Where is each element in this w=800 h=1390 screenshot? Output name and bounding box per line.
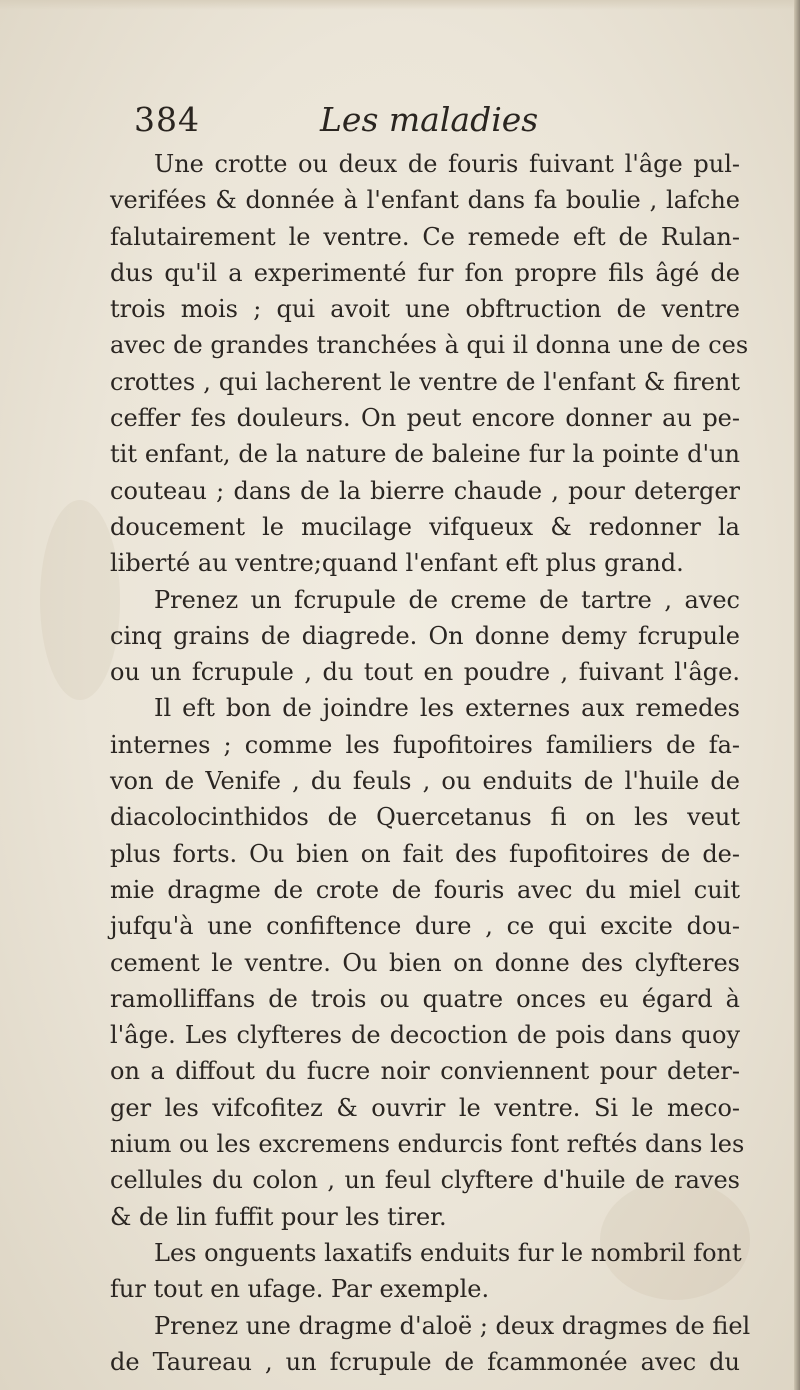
text-line: ramolliffans de trois ou quatre onces eu égard à [110,984,740,1013]
text-line: couteau ; dans de la bierre chaude , pour deterger [110,476,740,505]
text-line: & de lin fuffit pour les tirer. [110,1202,447,1231]
text-line: diacolocinthidos de Quercetanus fi on les veut [110,803,740,832]
text-line: dus qu'il a experimenté fur fon propre fils âgé de [110,258,740,287]
text-line: Les onguents laxatifs enduits fur le nombril font [154,1238,742,1267]
text-line: Prenez un fcrupule de creme de tartre , avec [154,585,740,614]
text-line: von de Venife , du feuls , ou enduits de l'huile de [110,767,740,796]
text-line: de Taureau , un fcrupule de fcammonée avec du [110,1347,740,1376]
text-line: nium ou les excremens endurcis font reftés dans les [110,1130,745,1159]
text-line: Il eft bon de joindre les externes aux remedes [154,694,740,723]
page-top-edge [0,0,800,10]
text-line: crottes , qui lacherent le ventre de l'enfant & firent [110,367,740,396]
text-line: Une crotte ou deux de fouris fuivant l'âge pul- [154,150,740,178]
text-line: avec de grandes tranchées à qui il donna une de ces [110,331,749,360]
text-line: doucement le mucilage vifqueux & redonner la [110,512,740,541]
text-line: liberté au ventre;quand l'enfant eft plus grand. [110,549,684,578]
text-line: trois mois ; qui avoit une obftruction de ventre [110,295,740,324]
text-line: mie dragme de crote de fouris avec du miel cuit [110,875,740,904]
text-line: l'âge. Les clyfteres de decoction de pois dans quoy [110,1021,740,1050]
text-line: tit enfant, de la nature de baleine fur la pointe d'un [110,440,740,469]
text-line: fur tout en ufage. Par exemple. [110,1275,490,1304]
page-right-edge [794,0,800,1390]
text-line: cellules du colon , un feul clyftere d'huile de raves [110,1166,740,1195]
text-line: plus forts. Ou bien on fait des fupofitoires de de- [110,839,740,868]
text-line: ger les vifcofitez & ouvrir le ventre. Si le meco- [110,1093,740,1122]
text-line: ou un fcrupule , du tout en poudre , fuivant l'âge. [110,658,740,687]
text-line: Prenez une dragme d'aloë ; deux dragmes de fiel [154,1311,751,1340]
text-line: cement le ventre. Ou bien on donne des clyfteres [110,948,740,977]
text-line: on a diffout du fucre noir conviennent pour deter- [110,1057,740,1086]
body-text [110,146,751,1380]
running-title: Les maladies [320,100,539,139]
page-number: 384 [134,100,200,139]
text-line: ceffer fes douleurs. On peut encore donner au pe- [110,404,740,433]
page-header [134,100,734,150]
paper-stain [40,500,120,700]
text-line: verifées & donnée à l'enfant dans fa boulie , lafche [110,186,740,215]
text-line: internes ; comme les fupofitoires familiers de fa- [110,730,740,759]
text-line: falutairement le ventre. Ce remede eft de Rulan- [110,222,740,251]
text-line: jufqu'à une confiftence dure , ce qui excite dou- [110,912,740,941]
text-line: cinq grains de diagrede. On donne demy fcrupule [110,621,740,650]
